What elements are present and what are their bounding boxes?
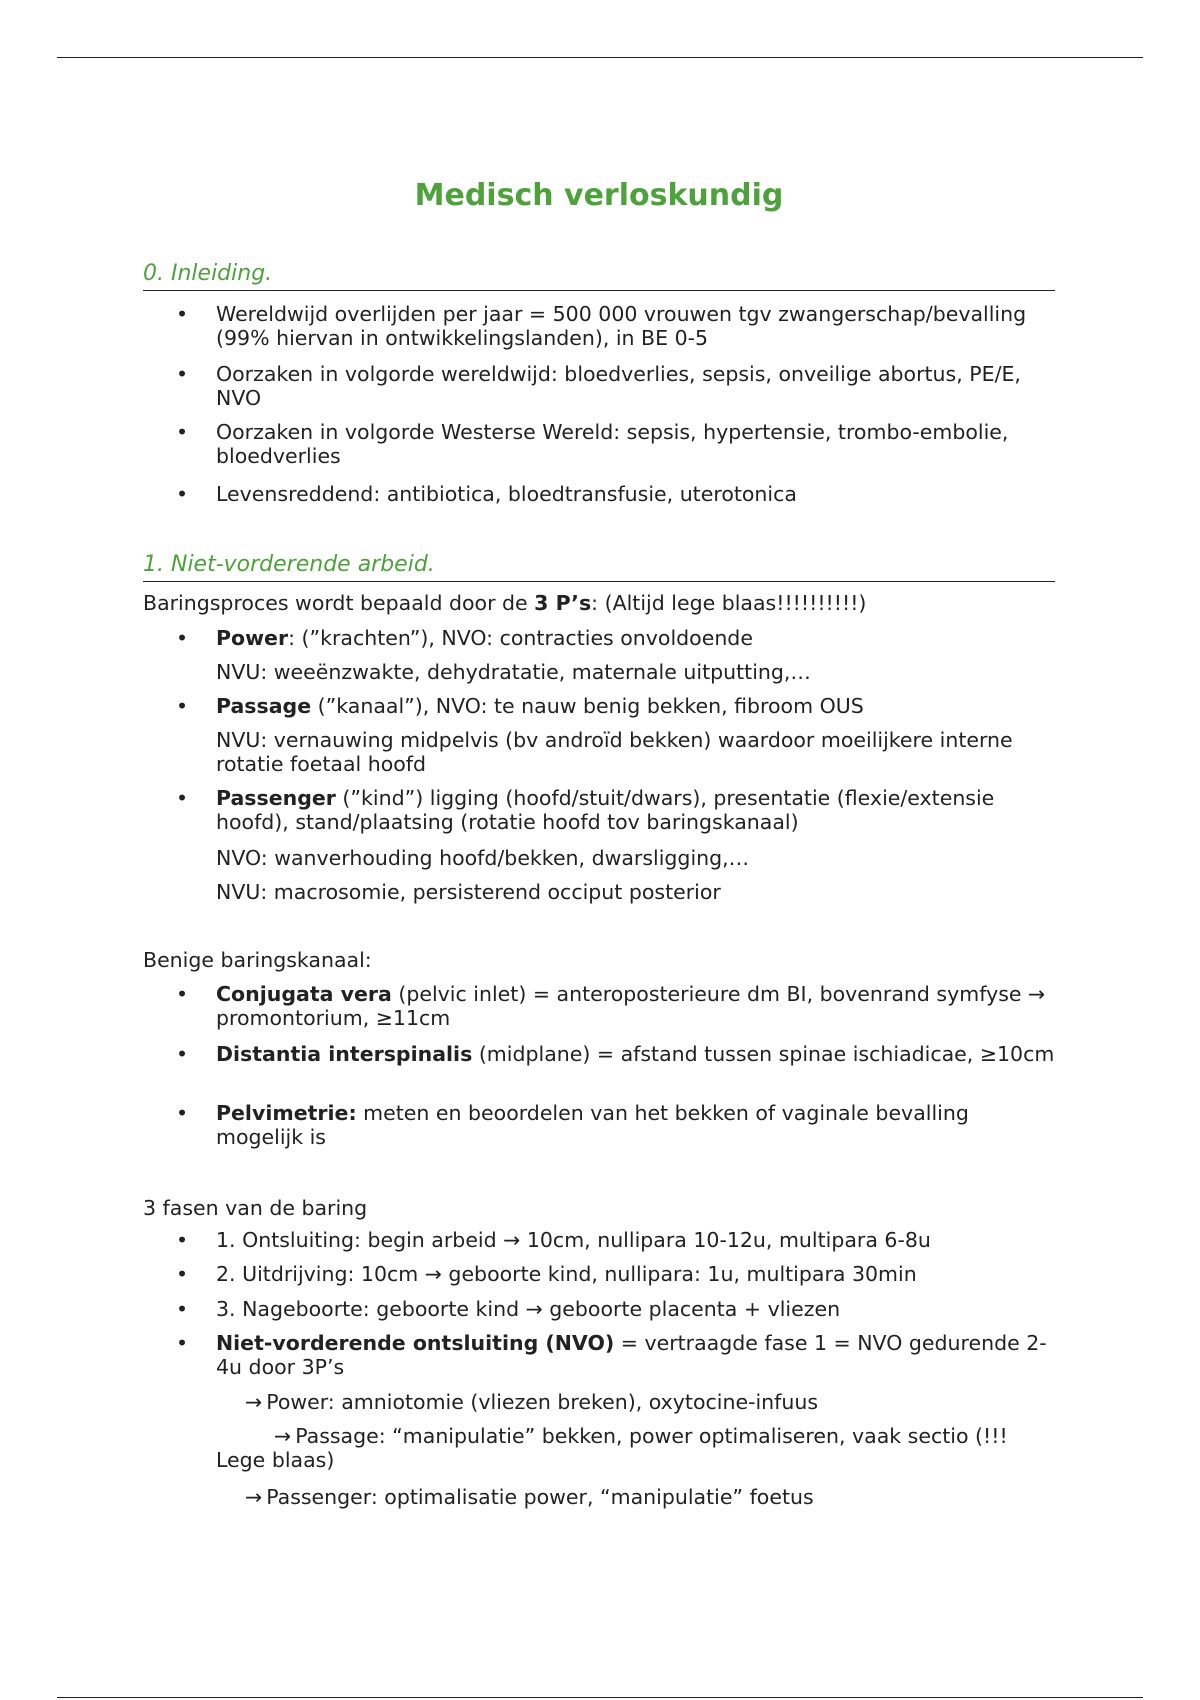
intro-text: Baringsproces wordt bepaald door de 3 P’s: (Altijd lege blaas!!!!!!!!!!) xyxy=(143,591,867,615)
list-item-nvo: • Niet-vorderende ontsluiting (NVO) = vertraagde fase 1 = NVO gedurende 2-4u door 3P’s xyxy=(216,1331,1056,1379)
nvo-sub-power: → Power: amniotomie (vliezen breken), oxytocine-infuus xyxy=(245,1390,819,1414)
page-title: Medisch verloskundig xyxy=(414,178,784,213)
nvo-sub-passenger: → Passenger: optimalisatie power, “manipulatie” foetus xyxy=(245,1485,814,1509)
list-item-power: • Power: (”krachten”), NVO: contracties onvoldoende xyxy=(216,626,1056,650)
fasen-label: 3 fasen van de baring xyxy=(143,1196,368,1220)
list-item-distantia: • Distantia interspinalis (midplane) = afstand tussen spinae ischiadicae, ≥10cm xyxy=(216,1042,1056,1066)
list-item-pelvimetrie: • Pelvimetrie: meten en beoordelen van het bekken of vaginale bevalling mogelijk is xyxy=(216,1101,1056,1149)
list-item-fase: • 3. Nageboorte: geboorte kind → geboorte placenta + vliezen xyxy=(216,1297,1056,1321)
passenger-nvu: NVU: macrosomie, persisterend occiput posterior xyxy=(216,880,721,904)
arrow-right-icon: → xyxy=(245,1390,263,1414)
nvo-sub-passage: → Passage: “manipulatie” bekken, power optimaliseren, vaak sectio (!!! Lege blaas) xyxy=(216,1424,1008,1472)
list-item: • Oorzaken in volgorde Westerse Wereld: sepsis, hypertensie, trombo-embolie, bloedverlies xyxy=(216,420,1056,468)
passage-nvu: NVU: vernauwing midpelvis (bv androïd bekken) waardoor moeilijkere interne rotatie foetaal hoofd xyxy=(216,728,1013,776)
section-heading-niet-vorderende-arbeid: 1. Niet-vorderende arbeid. xyxy=(143,552,1055,582)
arrow-right-icon: → xyxy=(245,1485,263,1509)
arrow-right-icon: → xyxy=(274,1424,292,1448)
list-item: • Levensreddend: antibiotica, bloedtransfusie, uterotonica xyxy=(216,482,1056,506)
list-item-fase: • 2. Uitdrijving: 10cm → geboorte kind, nullipara: 1u, multipara 30min xyxy=(216,1262,1056,1286)
benig-label: Benige baringskanaal: xyxy=(143,948,372,972)
list-item: • Wereldwijd overlijden per jaar = 500 000 vrouwen tgv zwangerschap/bevalling (99% hiervan in ontwikkelingslanden), in BE 0-5 xyxy=(216,302,1056,350)
top-rule xyxy=(57,57,1143,58)
list-item: • Oorzaken in volgorde wereldwijd: bloedverlies, sepsis, onveilige abortus, PE/E, NVO xyxy=(216,362,1056,410)
section-heading-inleiding: 0. Inleiding. xyxy=(143,261,1055,291)
list-item-conjugata: • Conjugata vera (pelvic inlet) = anteroposterieure dm BI, bovenrand symfyse → promontorium, ≥11cm xyxy=(216,982,1056,1030)
list-item-fase: • 1. Ontsluiting: begin arbeid → 10cm, nullipara 10-12u, multipara 6-8u xyxy=(216,1228,1056,1252)
list-item-passage: • Passage (”kanaal”), NVO: te nauw benig bekken, fibroom OUS xyxy=(216,694,1056,718)
power-nvu: NVU: weeënzwakte, dehydratatie, maternale uitputting,… xyxy=(216,660,811,684)
list-item-passenger: • Passenger (”kind”) ligging (hoofd/stuit/dwars), presentatie (flexie/extensie hoofd), stand/plaatsing (rotatie hoofd tov baringskanaal) xyxy=(216,786,1056,834)
bottom-rule xyxy=(57,1697,1143,1698)
passenger-nvo: NVO: wanverhouding hoofd/bekken, dwarsligging,… xyxy=(216,846,750,870)
